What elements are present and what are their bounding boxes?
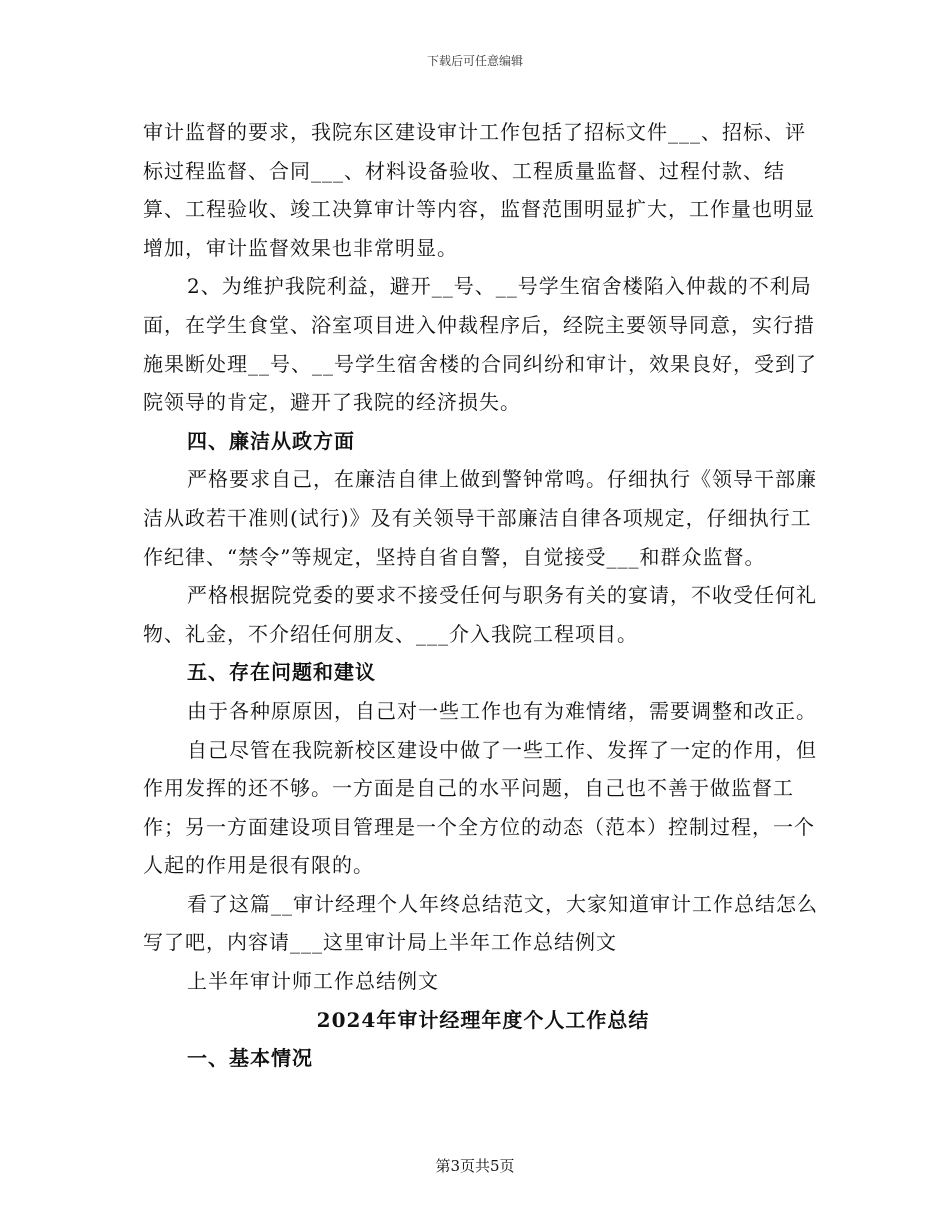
paragraph: 严格根据院党委的要求不接受任何与职务有关的宴请，不收受任何礼物、礼金，不介绍任何朋友、___介入我院工程项目。 xyxy=(143,583,817,646)
paragraph: 2、为维护我院利益，避开__号、__号学生宿舍楼陷入仲裁的不利局面，在学生食堂、浴室项目进入仲裁程序后，经院主要领导同意，实行措施果断处理__号、__号学生宿舍楼的合同纠纷和审计，效果良好，受到了院领导的肯定，避开了我院的经济损失。 xyxy=(143,274,817,415)
paragraph: 由于各种原原因，自己对一些工作也有为难情绪，需要调整和改正。 xyxy=(187,698,817,723)
paragraph: 审计监督的要求，我院东区建设审计工作包括了招标文件___、招标、评标过程监督、合同___、材料设备验收、工程质量监督、过程付款、结算、工程验收、竣工决算审计等内容，监督范围明显扩大，工作量也明显增加，审计监督效果也非常明显。 xyxy=(143,120,815,260)
paragraph: 自己尽管在我院新校区建设中做了一些工作、发挥了一定的作用，但作用发挥的还不够。一方面是自己的水平问题，自己也不善于做监督工作；另一方面建设项目管理是一个全方位的动态（范本）控制过程，一个人起的作用是很有限的。 xyxy=(143,737,817,878)
section-heading: 一、基本情况 xyxy=(187,1046,313,1071)
paragraph: 严格要求自己，在廉洁自律上做到警钟常鸣。仔细执行《领导干部廉洁从政若干准则(试行)》及有关领导干部廉洁自律各项规定，仔细执行工作纪律、“禁令”等规定，坚持自省自警，自觉接受___和群众监督。 xyxy=(143,467,817,569)
section-heading: 四、廉洁从政方面 xyxy=(187,428,355,453)
page-header: 下载后可任意编辑 xyxy=(426,54,523,68)
document-body xyxy=(143,113,823,1078)
document-title: 2024年审计经理年度个人工作总结 xyxy=(316,1007,650,1032)
page-footer: 第3页共5页 xyxy=(435,1157,515,1175)
section-heading: 五、存在问题和建议 xyxy=(187,660,376,685)
paragraph: 上半年审计师工作总结例文 xyxy=(187,969,439,994)
paragraph: 看了这篇__审计经理个人年终总结范文，大家知道审计工作总结怎么写了吧，内容请___这里审计局上半年工作总结例文 xyxy=(143,891,818,955)
